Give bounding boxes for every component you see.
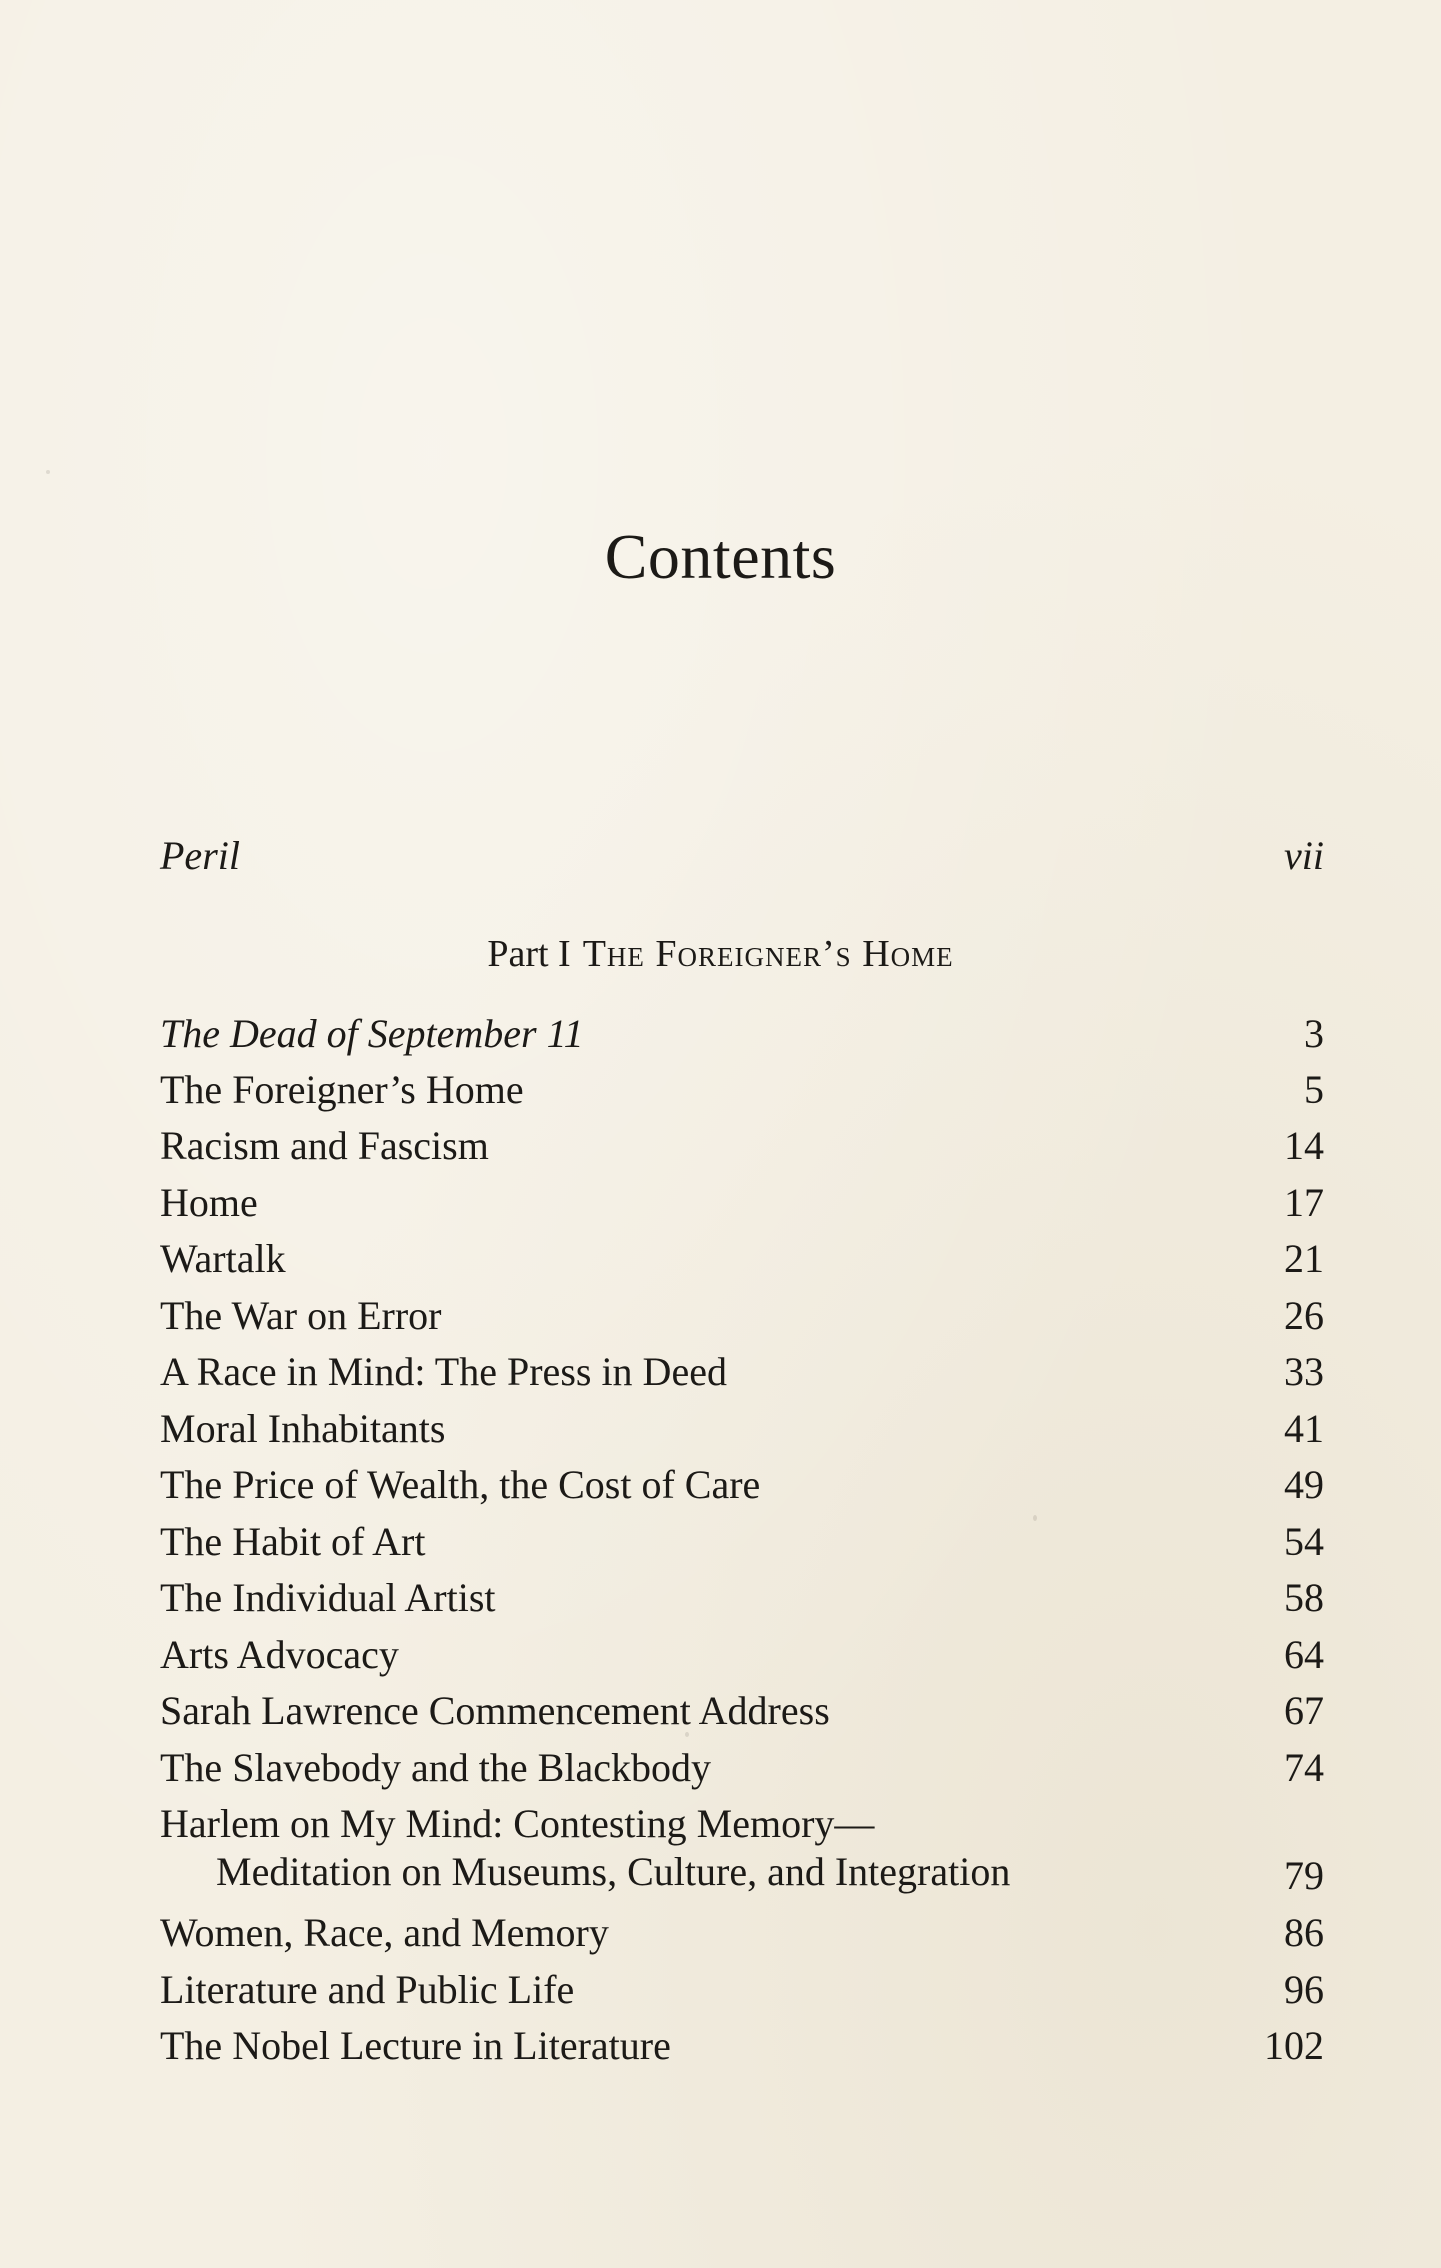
toc-entry-label: Arts Advocacy [160,1632,399,1677]
toc-entry-page: 74 [1284,1745,1324,1790]
part-name: The Foreigner’s Home [582,933,954,975]
toc-entry-page: 79 [1284,1853,1324,1898]
toc-entry-label: The Dead of September 11 [160,1011,584,1056]
toc-entry-label: The Slavebody and the Blackbody [160,1745,711,1790]
ink-speck [46,470,50,474]
toc-entry-label: Wartalk [160,1236,286,1281]
toc-entry-label: Peril [160,833,240,878]
toc-entry-page: 102 [1264,2023,1324,2068]
toc-entry-page: 96 [1284,1967,1324,2012]
toc-entry-page: 64 [1284,1632,1324,1677]
toc-entry-page: 26 [1284,1293,1324,1338]
toc-entry-label: Home [160,1180,258,1225]
toc-entry-page: 14 [1284,1123,1324,1168]
toc-entry-page: 58 [1284,1575,1324,1620]
toc-entry-label: A Race in Mind: The Press in Deed [160,1349,727,1394]
toc-entry-page: 67 [1284,1688,1324,1733]
toc-entry-page: 54 [1284,1519,1324,1564]
part-number: Part I [487,933,571,975]
toc-entry-page: 33 [1284,1349,1324,1394]
ink-speck [1033,1515,1037,1521]
ink-speck [685,1732,689,1737]
toc-entry-label: Sarah Lawrence Commencement Address [160,1688,830,1733]
toc-entry-label: The Habit of Art [160,1519,426,1564]
toc-entry-label [160,1800,1010,1896]
toc-entry-page: 21 [1284,1236,1324,1281]
toc-entry-label: The Nobel Lecture in Literature [160,2023,671,2068]
toc-entry-label-line1: Harlem on My Mind: Contesting Memory— [160,1801,875,1846]
toc-entry-page: vii [1284,833,1324,878]
toc-entry-label: Racism and Fascism [160,1123,489,1168]
toc-entry-label: Women, Race, and Memory [160,1910,609,1955]
toc-entry-label: Literature and Public Life [160,1967,575,2012]
toc-entry-label: The Foreigner’s Home [160,1067,524,1112]
toc-entry-label: The Price of Wealth, the Cost of Care [160,1462,761,1507]
toc-entry-label: The War on Error [160,1293,442,1338]
toc-entry-page: 3 [1304,1011,1324,1056]
toc-entry-page: 49 [1284,1462,1324,1507]
toc-entry-page: 17 [1284,1180,1324,1225]
toc-entry-label: Moral Inhabitants [160,1406,446,1451]
toc-entry-label-line2: Meditation on Museums, Culture, and Integration [216,1849,1011,1894]
page-title: Contents [604,521,837,592]
part-heading [0,932,1441,976]
toc-entry-page: 41 [1284,1406,1324,1451]
toc-entry-page: 86 [1284,1910,1324,1955]
toc-entry-label: The Individual Artist [160,1575,496,1620]
toc-entry [160,1800,1324,1900]
toc-entry-page: 5 [1304,1067,1324,1112]
